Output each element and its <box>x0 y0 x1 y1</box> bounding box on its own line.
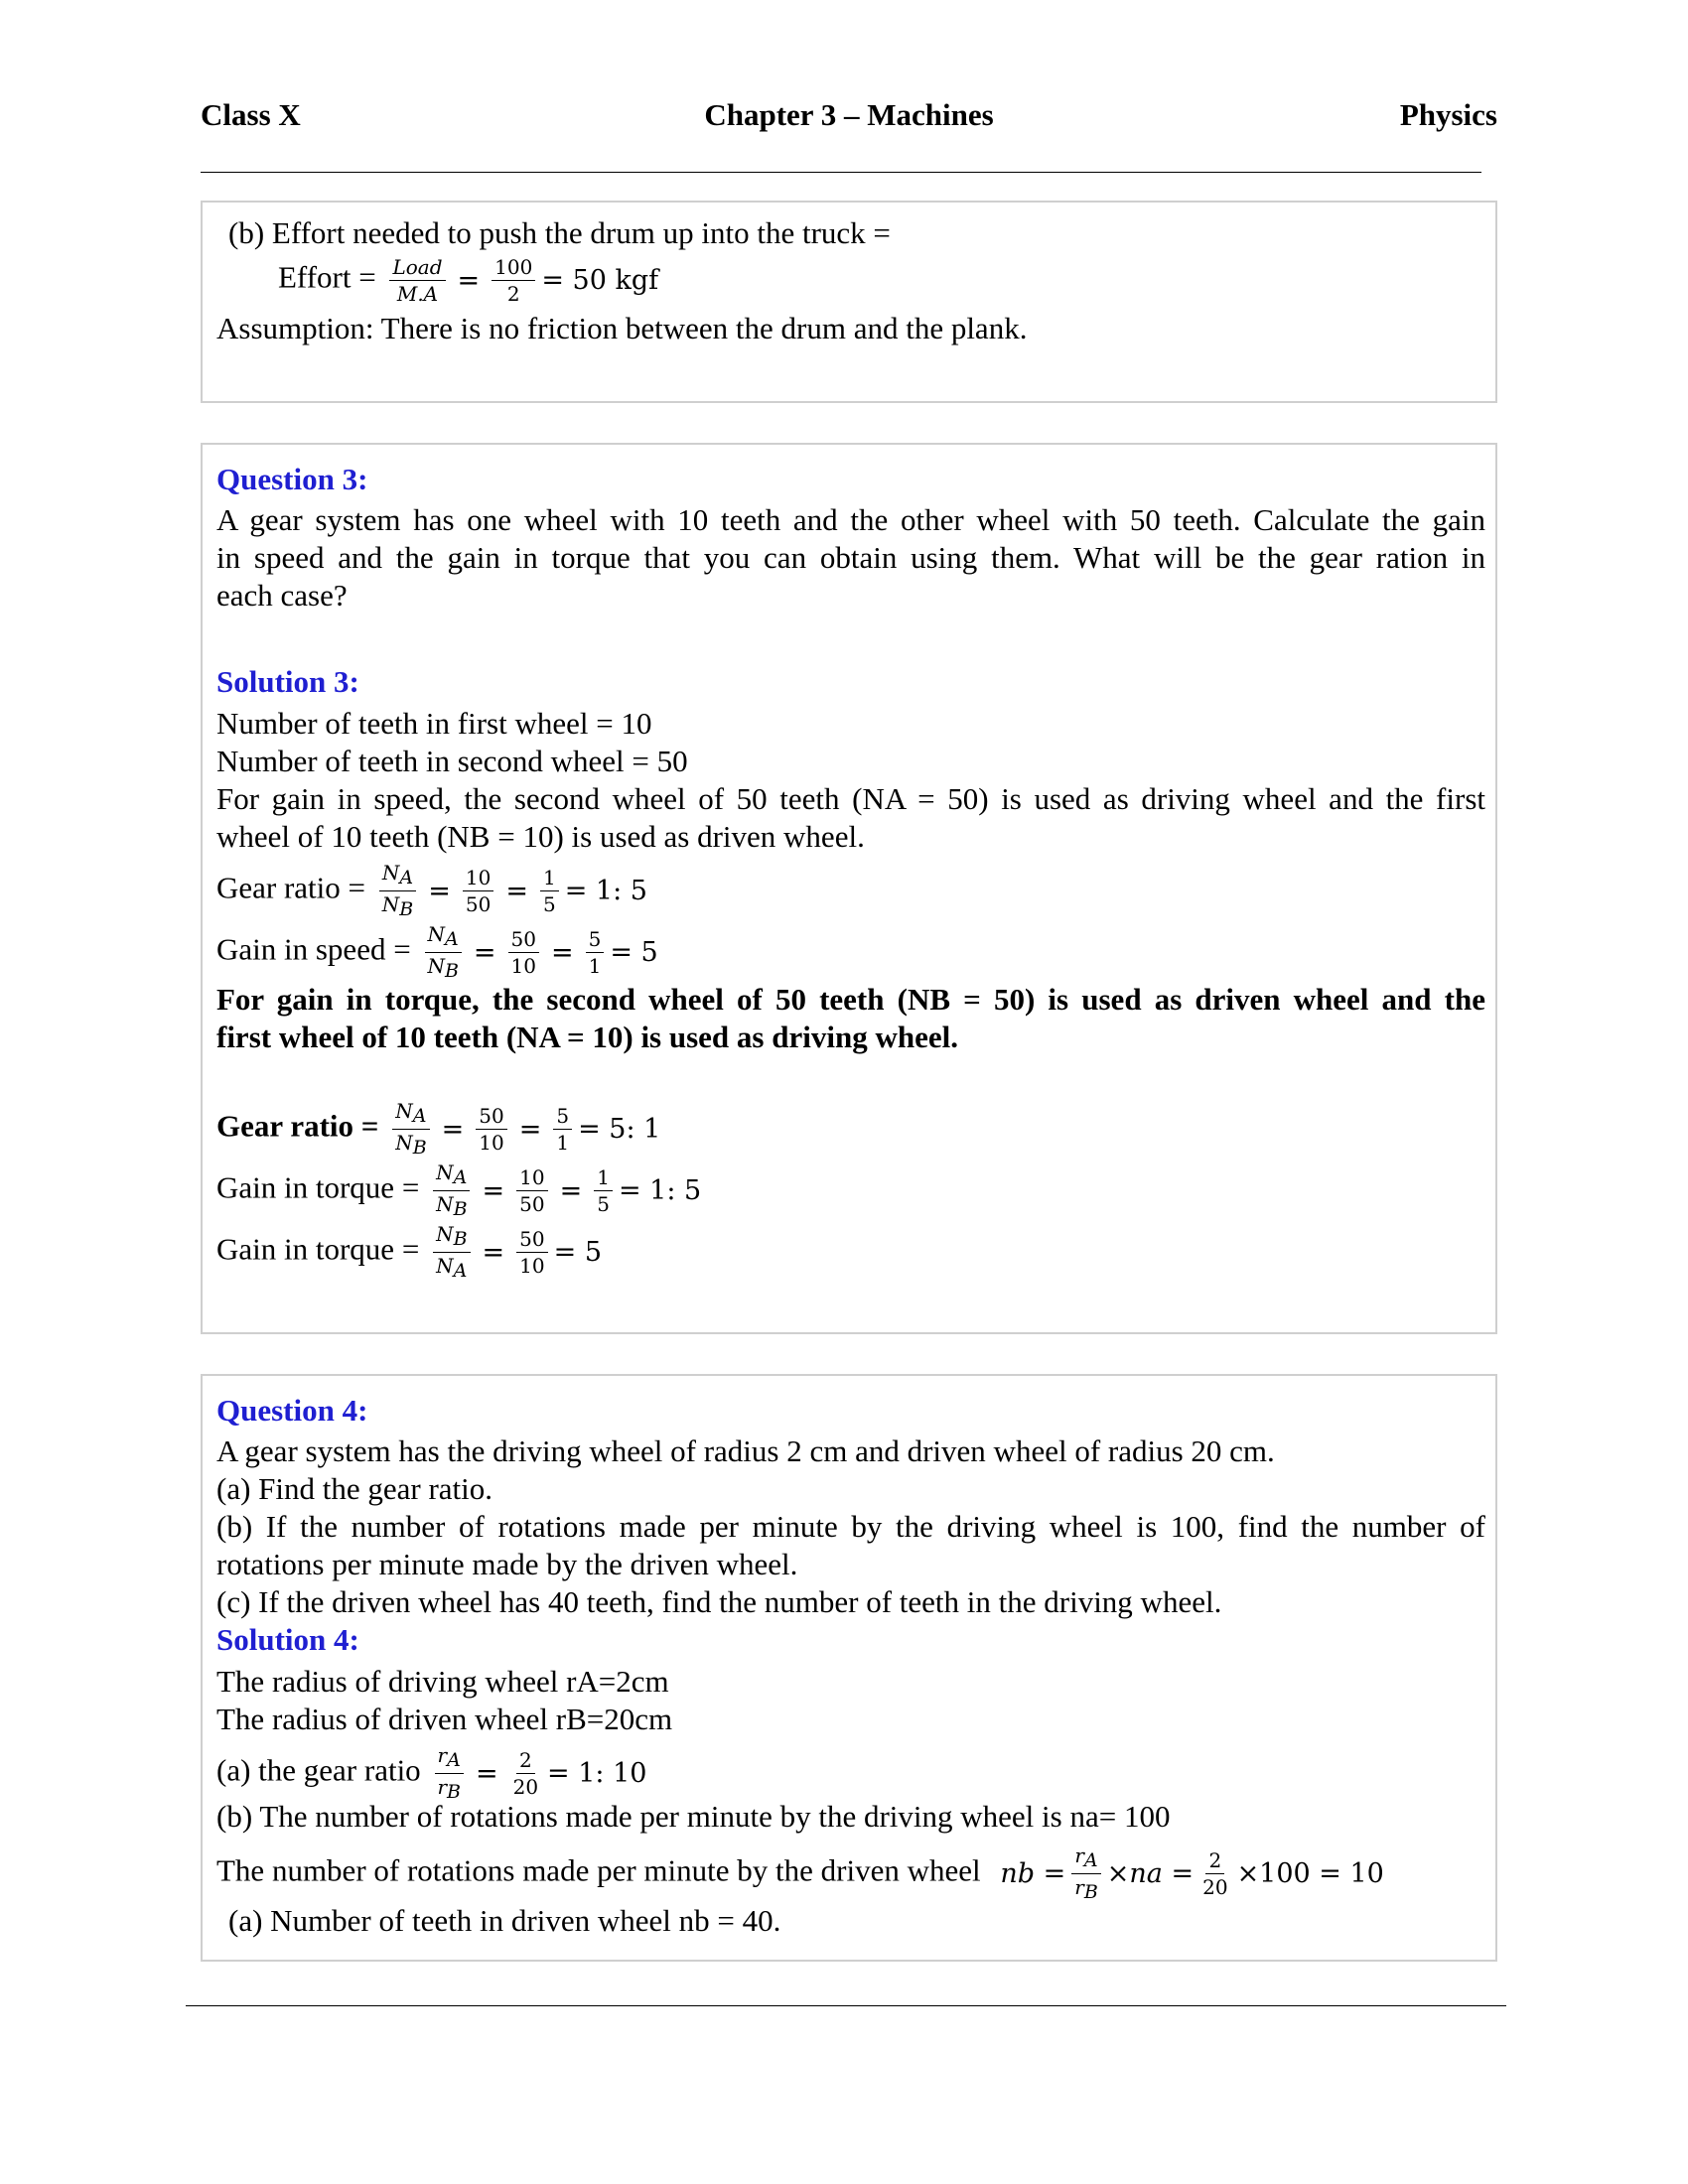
solution-4-line-4: (b) The number of rotations made per minute by the driving wheel is na= 100 <box>216 1799 1171 1834</box>
fraction-10-50: $\frac{10}{50}$ <box>463 867 493 915</box>
header-subject: Physics <box>1399 97 1497 132</box>
fraction-na-nb: $\frac{NA}{NB}$ <box>433 1161 470 1220</box>
fraction-load-ma: $\frac{\text{Load}}{M.A}$ <box>389 256 445 305</box>
question-4-title: Question 4: <box>216 1393 368 1428</box>
header-chapter: Chapter 3 – Machines <box>704 97 994 132</box>
gain-torque-result-1: = 1: 5 <box>618 1174 702 1206</box>
fraction-10-50: $\frac{10}{50}$ <box>516 1166 547 1215</box>
gain-torque-label: Gain in torque = <box>216 1169 420 1205</box>
fraction-50-10: $\frac{50}{10}$ <box>476 1105 506 1154</box>
gain-speed-label: Gain in speed = <box>216 931 411 967</box>
driven-rotations-result: ×100 = 10 <box>1236 1857 1384 1889</box>
gear-ratio-torque-equation <box>216 1100 660 1159</box>
fraction-1-5: $\frac{1}{5}$ <box>594 1166 613 1215</box>
page-header <box>201 97 1497 141</box>
header-class: Class X <box>201 97 301 132</box>
fraction-na-nb: $\frac{NA}{NB}$ <box>392 1100 429 1159</box>
question-3-line-1: A gear system has one wheel with 10 teeth and the other wheel with 50 teeth. Calculate the gain <box>216 502 1485 537</box>
question-3-title: Question 3: <box>216 462 368 496</box>
torque-bold-line-2: first wheel of 10 teeth (NA = 10) is used as driving wheel. <box>216 1020 958 1054</box>
gear-ratio-torque-result: = 5: 1 <box>578 1113 661 1145</box>
effort-equation <box>278 256 658 305</box>
fraction-50-10: $\frac{50}{10}$ <box>516 1228 547 1277</box>
gain-torque-math-1: $\frac{NA}{NB}$ = $\frac{10}{50}$ = $\frac{1}{5}$ = 1: 5 <box>427 1161 701 1220</box>
gear-ratio-speed-math: $\frac{NA}{NB}$ = $\frac{10}{50}$ = $\frac{1}{5}$ = 1: 5 <box>373 862 647 920</box>
solution-4-line-6: (a) Number of teeth in driven wheel nb = 40. <box>228 1903 781 1938</box>
question-4-box <box>201 1374 1497 1962</box>
gain-torque-math-2: $\frac{NB}{NA}$ = $\frac{50}{10}$ = 5 <box>427 1223 602 1282</box>
solution-4-line-1: The radius of driving wheel rA=2cm <box>216 1664 669 1699</box>
solution-3-line-1: Number of teeth in first wheel = 10 <box>216 706 652 741</box>
fraction-ra-rb: $\frac{rA}{rB}$ <box>1071 1844 1101 1903</box>
fraction-nb-na: $\frac{NB}{NA}$ <box>433 1223 470 1282</box>
question-3-line-3: each case? <box>216 578 348 613</box>
driven-rotations-label: The number of rotations made per minute by the driven wheel <box>216 1852 981 1888</box>
gain-in-speed-equation <box>216 923 658 982</box>
fraction-1-5: $\frac{1}{5}$ <box>540 867 559 915</box>
solution-3-line-4: wheel of 10 teeth (NB = 10) is used as driven wheel. <box>216 819 865 854</box>
effort-label: Effort = <box>278 259 376 295</box>
question-4-line-4: rotations per minute made by the driven wheel. <box>216 1547 798 1581</box>
gain-speed-result: = 5 <box>610 936 658 968</box>
fraction-na-nb: $\frac{NA}{NB}$ <box>379 862 416 920</box>
gear-ratio-radius-result: = 1: 10 <box>547 1757 647 1789</box>
torque-bold-line-1: For gain in torque, the second wheel of 50 teeth (NB = 50) is used as driven wheel and the <box>216 982 1485 1017</box>
gain-torque-result-2: = 5 <box>553 1236 602 1268</box>
gear-ratio-label: Gear ratio = <box>216 870 366 905</box>
gain-speed-math: $\frac{NA}{NB}$ = $\frac{50}{10}$ = $\frac{5}{1}$ = 5 <box>418 923 657 982</box>
solution-3-title: Solution 3: <box>216 664 359 699</box>
fraction-2-20: $\frac{2}{20}$ <box>512 1748 539 1799</box>
question-4-line-2: (a) Find the gear ratio. <box>216 1471 493 1506</box>
effort-math: $\frac{\text{Load}}{M.A}$ = $\frac{100}{2}$ = 50 kgf <box>383 256 658 305</box>
solution-3-line-2: Number of teeth in second wheel = 50 <box>216 744 688 778</box>
effort-result: = 50 kgf <box>541 264 659 296</box>
question-4-line-3: (b) If the number of rotations made per minute by the driving wheel is 100, find the number of <box>216 1509 1485 1544</box>
gear-ratio-bold-label: Gear ratio = <box>216 1108 379 1144</box>
driven-rotations-math <box>1000 1844 1384 1903</box>
question-4-line-5: (c) If the driven wheel has 40 teeth, find the number of teeth in the driving wheel. <box>216 1584 1222 1619</box>
solution-4-line-2: The radius of driven wheel rB=20cm <box>216 1702 673 1736</box>
driven-rotations-equation <box>216 1844 1384 1903</box>
gain-in-torque-equation-1 <box>216 1161 701 1220</box>
gear-ratio-radius-equation <box>216 1744 646 1803</box>
solution-3-line-3: For gain in speed, the second wheel of 50 teeth (NA = 50) is used as driving wheel and the first <box>216 781 1485 816</box>
question-4-line-1: A gear system has the driving wheel of radius 2 cm and driven wheel of radius 20 cm. <box>216 1433 1275 1468</box>
fraction-5-1: $\frac{5}{1}$ <box>553 1105 572 1154</box>
effort-question-line: (b) Effort needed to push the drum up into the truck = <box>228 215 891 250</box>
footer-rule <box>186 2005 1506 2006</box>
fraction-na-nb: $\frac{NA}{NB}$ <box>424 923 461 982</box>
fraction-50-10: $\frac{50}{10}$ <box>508 928 539 977</box>
na-symbol: ×na = <box>1106 1857 1195 1889</box>
fraction-5-1: $\frac{5}{1}$ <box>586 928 605 977</box>
gear-ratio-torque-math: $\frac{NA}{NB}$ = $\frac{50}{10}$ = $\frac{5}{1}$ = 5: 1 <box>386 1100 660 1159</box>
gear-ratio-radius-math: $\frac{rA}{rB}$ = $\frac{2}{20}$ = 1: 10 <box>428 1744 646 1803</box>
fraction-ra-rb: $\frac{rA}{rB}$ <box>434 1744 464 1803</box>
fraction-100-2: $\frac{100}{2}$ <box>492 256 535 305</box>
question-3-line-2: in speed and the gain in torque that you can obtain using them. What will be the gear ration in <box>216 540 1485 575</box>
assumption-line: Assumption: There is no friction between the drum and the plank. <box>216 311 1028 345</box>
fraction-2-20: $\frac{2}{20}$ <box>1202 1848 1228 1899</box>
gear-ratio-radius-label: (a) the gear ratio <box>216 1752 421 1788</box>
gain-torque-label: Gain in torque = <box>216 1231 420 1267</box>
gear-ratio-speed-equation <box>216 862 647 920</box>
gear-ratio-result: = 1: 5 <box>564 875 647 906</box>
question-3-box <box>201 443 1497 1334</box>
gain-in-torque-equation-2 <box>216 1223 602 1282</box>
nb-symbol: nb = <box>1000 1857 1066 1889</box>
answer-box-effort <box>201 201 1497 403</box>
header-rule <box>201 172 1481 173</box>
solution-4-title: Solution 4: <box>216 1622 359 1657</box>
